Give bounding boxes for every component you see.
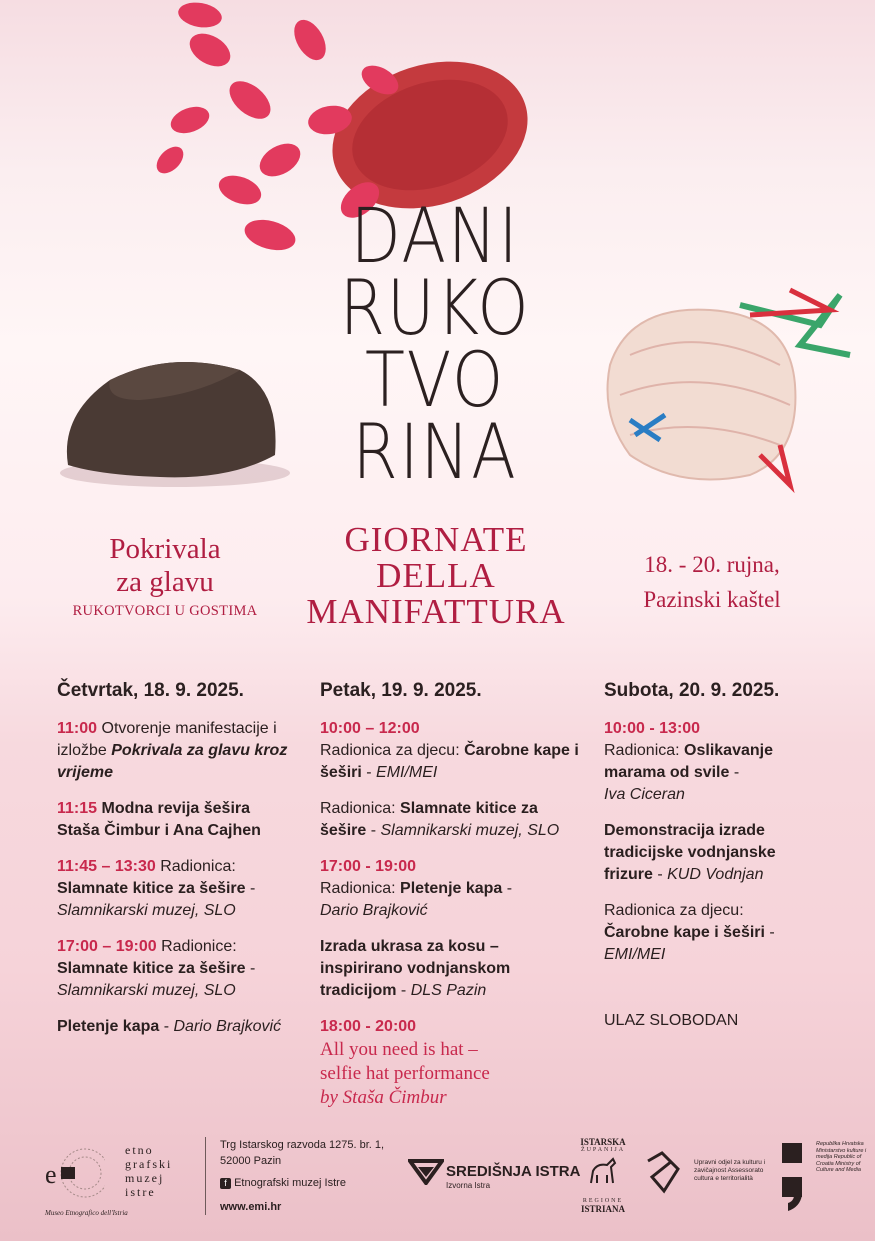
facebook-icon: f	[220, 1178, 231, 1189]
brown-cap-image	[50, 345, 290, 495]
museum-contact	[220, 1137, 384, 1215]
cultural-department-logo: Upravni odjel za kulturu i zavičajnost Assessorato cultura e territorialità	[642, 1147, 684, 1202]
semicolon-icon	[780, 1141, 804, 1213]
istarska-zupanija-logo: ISTARSKA ŽUPANIJA REGIONE ISTRIANA	[580, 1137, 626, 1214]
exhibition-title-2: za glavu	[116, 566, 214, 598]
event-item: Demonstracija izrade tradicijske vodnjanske frizure - KUD Vodnjan	[604, 822, 776, 883]
event-item: 11:45 – 13:30 Radionica: Slamnate kitice za šešire - Slamnikarski muzej, SLO	[57, 858, 256, 919]
title-line-3: TVO	[364, 335, 506, 424]
free-entry: ULAZ SLOBODAN	[604, 1012, 739, 1029]
event-item: 11:15 Modna revija šešira Staša Čimbur i Ana Cajhen	[57, 800, 261, 839]
italian-subtitle	[300, 522, 572, 630]
sredisnja-istra-logo: SREDIŠNJA ISTRA Izvorna Istra	[408, 1159, 444, 1190]
exhibition-title-1: Pokrivala	[109, 533, 221, 565]
goat-icon	[583, 1153, 623, 1193]
title-line-2: RUKO	[339, 263, 531, 352]
subtitle-line-2: DELLA	[376, 556, 496, 595]
department-icon	[642, 1147, 684, 1197]
event-item: Izrada ukrasa za kosu – inspirirano vodnjanskom tradicijom - DLS Pazin	[320, 938, 511, 999]
subtitle-line-1: GIORNATE	[344, 520, 528, 559]
svg-text:e: e	[45, 1160, 57, 1189]
divider	[205, 1137, 206, 1215]
ministry-logo: Republika Hrvatska Ministarstvo kulture i medija Republic of Croatia Ministry of Culture and Media	[780, 1141, 804, 1218]
event-item: Radionica: Slamnate kitice za šešire - Slamnikarski muzej, SLO	[320, 800, 560, 839]
day-column-friday	[320, 680, 580, 1124]
date-location	[612, 547, 812, 617]
event-item: 17:00 – 19:00 Radionice: Slamnate kitice za šešire - Slamnikarski muzej, SLO	[57, 938, 256, 999]
footer	[0, 1135, 875, 1235]
title-line-4: RINA	[352, 407, 518, 496]
fingerprint-icon	[45, 1145, 105, 1205]
facebook-link[interactable]: Etnografski muzej Istre	[234, 1177, 346, 1189]
museum-logo: e etno grafski muzej istre Museo Etnografico dell'Istria	[45, 1143, 173, 1217]
day-column-saturday	[604, 680, 824, 1046]
day-title: Četvrtak, 18. 9. 2025.	[57, 680, 244, 701]
exhibition-header	[50, 533, 280, 620]
triangle-logo-icon	[408, 1159, 444, 1185]
event-item: 11:00 Otvorenje manifestacije i izložbe Pokrivala za glavu kroz vrijeme	[57, 720, 288, 781]
event-item: Pletenje kapa - Dario Brajković	[57, 1018, 282, 1035]
event-item: 18:00 - 20:00 All you need is hat – selfie hat performance by Staša Čimbur	[320, 1018, 490, 1108]
event-item: 10:00 - 13:00 Radionica: Oslikavanje marama od svile - Iva Ciceran	[604, 720, 773, 803]
lace-bonnet-image	[590, 285, 855, 500]
event-item: 10:00 – 12:00 Radionica za djecu: Čarobne kape i šeširi - EMI/MEI	[320, 720, 579, 781]
day-title: Petak, 19. 9. 2025.	[320, 680, 482, 701]
exhibition-subtitle: RUKOTVORCI U GOSTIMA	[72, 603, 258, 619]
website-link[interactable]: www.emi.hr	[220, 1201, 282, 1213]
address-line-1: Trg Istarskog razvoda 1275. br. 1,	[220, 1139, 385, 1151]
day-title: Subota, 20. 9. 2025.	[604, 680, 780, 701]
day-column-thursday	[57, 680, 292, 1052]
event-title	[300, 191, 570, 496]
title-line-1: DANI	[350, 191, 520, 280]
event-item: 17:00 - 19:00 Radionica: Pletenje kapa - Dario Brajković	[320, 858, 513, 919]
event-location: Pazinski kaštel	[643, 587, 781, 612]
event-item: Radionica za djecu: Čarobne kape i šeširi - EMI/MEI	[604, 902, 775, 963]
subtitle-line-3: MANIFATTURA	[306, 592, 566, 631]
event-dates: 18. - 20. rujna,	[644, 552, 780, 577]
address-line-2: 52000 Pazin	[220, 1155, 282, 1167]
